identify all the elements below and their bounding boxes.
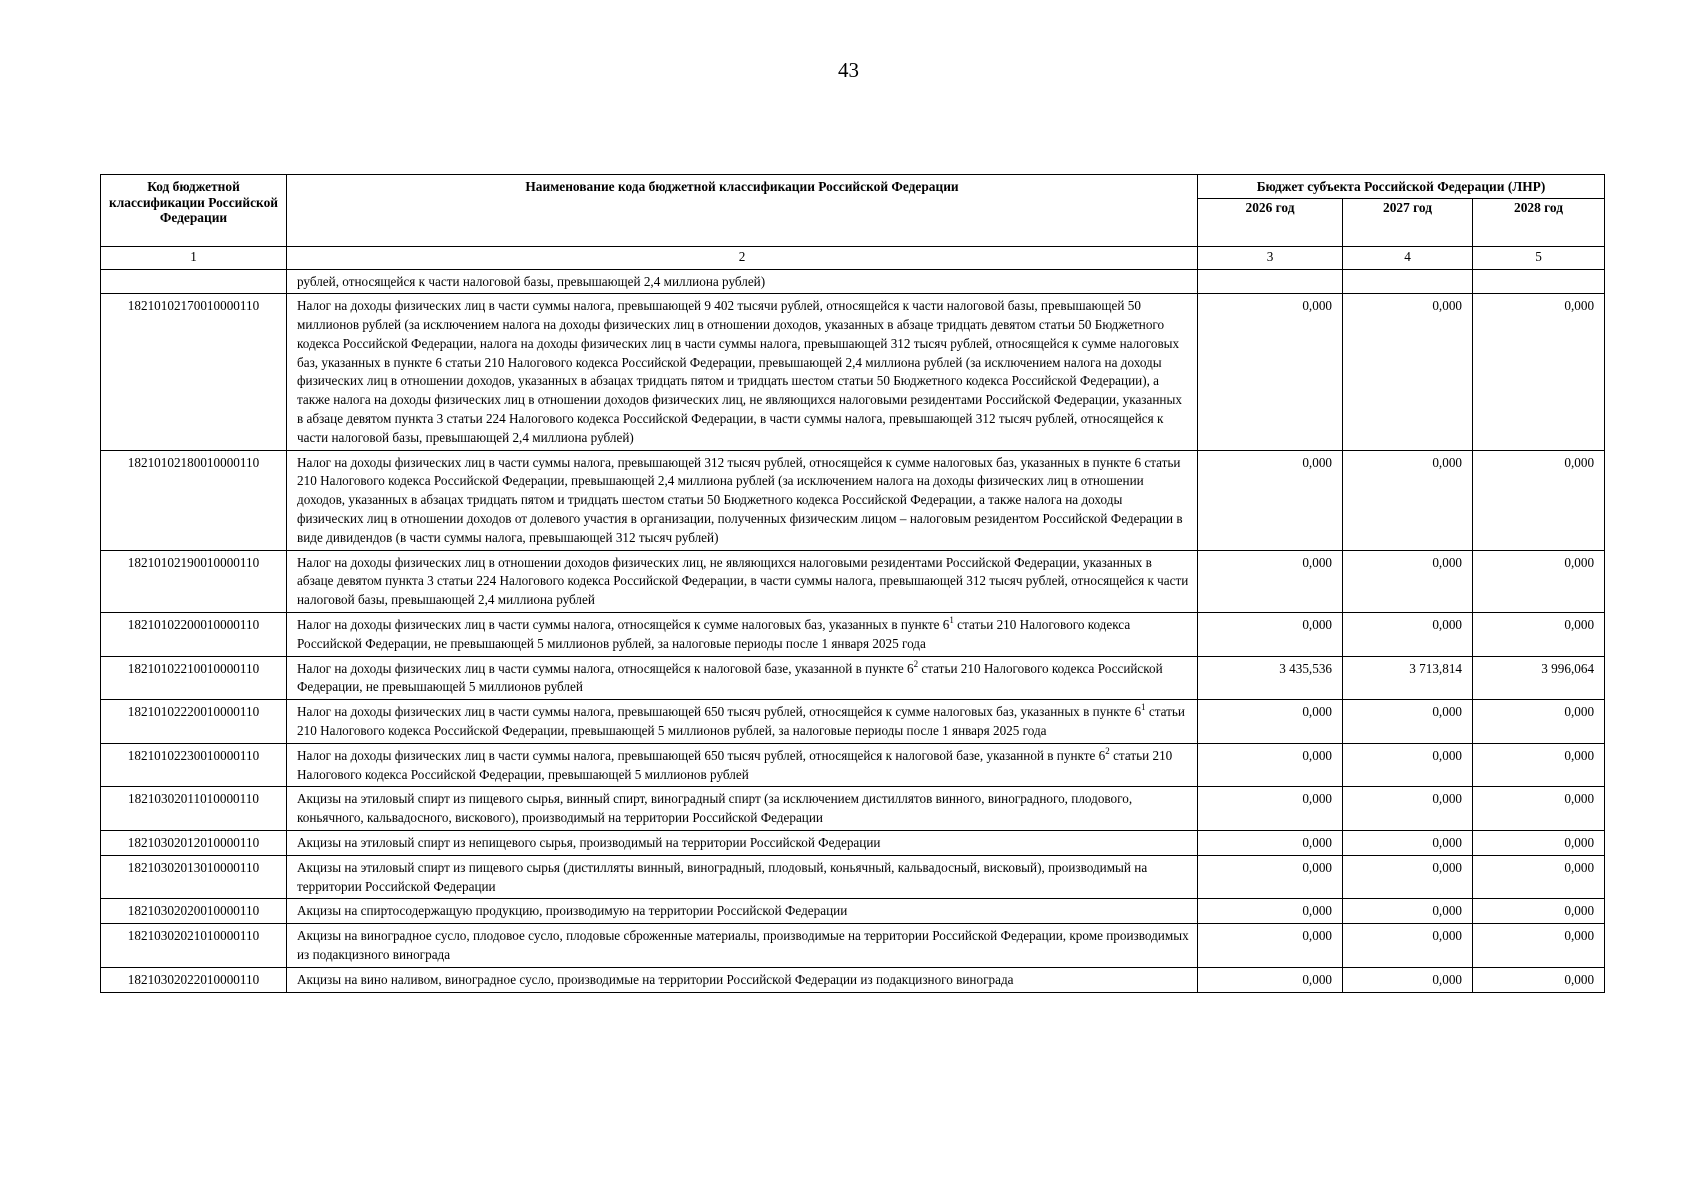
row-value-2026: 0,000	[1198, 855, 1343, 899]
row-value-2028: 0,000	[1473, 613, 1605, 657]
row-code: 18210302020010000110	[101, 899, 287, 924]
row-code: 18210302012010000110	[101, 831, 287, 856]
row-value-2028: 0,000	[1473, 743, 1605, 787]
page-number: 43	[838, 58, 859, 82]
row-name: Акцизы на этиловый спирт из пищевого сырья, винный спирт, виноградный спирт (за исключением дистиллятов винного, виноградного, плодового, коньячного, кальвадосного, вискового), производимый на территории Российской Федерации	[287, 787, 1198, 831]
row-value-2026	[1198, 269, 1343, 294]
row-code: 18210102230010000110	[101, 743, 287, 787]
column-number: 4	[1343, 246, 1473, 269]
superscript: 1	[949, 615, 954, 626]
row-name: Налог на доходы физических лиц в отношении доходов физических лиц, не являющихся налоговыми резидентами Российской Федерации, указанных в абзаце девятом пункта 3 статьи 224 Налогового кодекса Российской Федерации, в части суммы налога, превышающей 312 тысяч рублей, относящейся к части налоговой базы, превышающей 2,4 миллиона рублей	[287, 550, 1198, 612]
column-number: 3	[1198, 246, 1343, 269]
row-value-2028: 0,000	[1473, 967, 1605, 992]
table-row	[101, 269, 1605, 294]
header-budget: Бюджет субъекта Российской Федерации (ЛНР)	[1198, 175, 1605, 199]
budget-table	[100, 174, 1605, 993]
row-name: Акцизы на спиртосодержащую продукцию, производимую на территории Российской Федерации	[287, 899, 1198, 924]
row-value-2027: 0,000	[1343, 855, 1473, 899]
table-row	[101, 450, 1605, 550]
row-value-2026: 0,000	[1198, 743, 1343, 787]
superscript: 1	[1141, 702, 1146, 713]
row-value-2028: 0,000	[1473, 294, 1605, 450]
row-code	[101, 269, 287, 294]
row-value-2027	[1343, 269, 1473, 294]
row-value-2026: 0,000	[1198, 831, 1343, 856]
row-value-2028: 3 996,064	[1473, 656, 1605, 700]
row-name: Акцизы на этиловый спирт из пищевого сырья (дистилляты винный, виноградный, плодовый, коньячный, кальвадосный, висковый), производимый на территории Российской Федерации	[287, 855, 1198, 899]
row-name-text: Налог на доходы физических лиц в части суммы налога, превышающей 650 тысяч рублей, относящейся к сумме налоговых баз, указанных в пункте 6	[297, 704, 1142, 720]
row-code: 18210102170010000110	[101, 294, 287, 450]
row-name	[287, 613, 1198, 657]
row-value-2027: 0,000	[1343, 967, 1473, 992]
row-code: 18210302021010000110	[101, 924, 287, 968]
row-name	[287, 656, 1198, 700]
row-value-2026: 0,000	[1198, 899, 1343, 924]
row-value-2026: 0,000	[1198, 550, 1343, 612]
row-value-2027: 0,000	[1343, 550, 1473, 612]
table-row	[101, 613, 1605, 657]
row-value-2027: 0,000	[1343, 700, 1473, 744]
row-value-2026: 0,000	[1198, 294, 1343, 450]
table-row	[101, 855, 1605, 899]
row-value-2028: 0,000	[1473, 899, 1605, 924]
row-value-2026: 0,000	[1198, 613, 1343, 657]
row-code: 18210302013010000110	[101, 855, 287, 899]
table-row	[101, 787, 1605, 831]
row-name: Налог на доходы физических лиц в части суммы налога, превышающей 312 тысяч рублей, относящейся к сумме налоговых баз, указанных в пункте 6 статьи 210 Налогового кодекса Российской Федерации, превышающей 2,4 миллиона рублей (за исключением налога на доходы физических лиц в отношении доходов, указанных в абзацах тридцать пятом и тридцать шестом статьи 50 Бюджетного кодекса Российской Федерации, а также налога на доходы физических лиц в отношении доходов от долевого участия в организации, полученных физическим лицом – налоговым резидентом Российской Федерации в виде дивидендов (в части суммы налога, превышающей 312 тысяч рублей)	[287, 450, 1198, 550]
row-name: Акцизы на вино наливом, виноградное сусло, производимые на территории Российской Федерации из подакцизного винограда	[287, 967, 1198, 992]
header-year-2026: 2026 год	[1198, 198, 1343, 246]
table-row	[101, 294, 1605, 450]
row-code: 18210102220010000110	[101, 700, 287, 744]
row-value-2026: 0,000	[1198, 700, 1343, 744]
table-row	[101, 831, 1605, 856]
column-number: 1	[101, 246, 287, 269]
row-name: рублей, относящейся к части налоговой базы, превышающей 2,4 миллиона рублей)	[287, 269, 1198, 294]
row-name: Акцизы на этиловый спирт из непищевого сырья, производимый на территории Российской Федерации	[287, 831, 1198, 856]
row-code: 18210102190010000110	[101, 550, 287, 612]
table-row	[101, 924, 1605, 968]
row-code: 18210102210010000110	[101, 656, 287, 700]
row-name-text: статьи 210 Налогового кодекса Российской Федерации, не превышающей 5 миллионов рублей	[297, 660, 1163, 695]
header-year-2027: 2027 год	[1343, 198, 1473, 246]
header-year-2028: 2028 год	[1473, 198, 1605, 246]
row-code: 18210102200010000110	[101, 613, 287, 657]
row-value-2027: 0,000	[1343, 450, 1473, 550]
row-value-2028: 0,000	[1473, 787, 1605, 831]
row-value-2026: 0,000	[1198, 967, 1343, 992]
row-code: 18210102180010000110	[101, 450, 287, 550]
row-value-2027: 0,000	[1343, 899, 1473, 924]
table-row	[101, 550, 1605, 612]
row-value-2026: 3 435,536	[1198, 656, 1343, 700]
table-row	[101, 743, 1605, 787]
row-name: Налог на доходы физических лиц в части суммы налога, превышающей 9 402 тысячи рублей, относящейся к части налоговой базы, превышающей 50 миллионов рублей (за исключением налога на доходы физических лиц в отношении доходов, указанных в абзаце тридцать девятом статьи 50 Бюджетного кодекса Российской Федерации, налога на доходы физических лиц в части суммы налога, превышающей 312 тысяч рублей, относящейся к сумме налоговых баз, указанных в пункте 6 статьи 210 Налогового кодекса Российской Федерации, превышающей 2,4 миллиона рублей (за исключением налога на доходы физических лиц в отношении доходов, указанных в абзацах тридцать пятом и тридцать шестом статьи 50 Бюджетного кодекса Российской Федерации), а также налога на доходы физических лиц в отношении доходов физических лиц, не являющихся налоговыми резидентами Российской Федерации, указанных в абзаце девятом пункта 3 статьи 224 Налогового кодекса Российской Федерации, в части суммы налога, превышающей 312 тысяч рублей, относящейся к части налоговой базы, превышающей 2,4 миллиона рублей)	[287, 294, 1198, 450]
row-name: Акцизы на виноградное сусло, плодовое сусло, плодовые сброженные материалы, производимые на территории Российской Федерации, кроме производимых из подакцизного винограда	[287, 924, 1198, 968]
row-name	[287, 700, 1198, 744]
row-name-text: Налог на доходы физических лиц в части суммы налога, относящейся к сумме налоговых баз, указанных в пункте 6	[297, 617, 950, 633]
row-value-2027: 0,000	[1343, 831, 1473, 856]
row-name-text: статьи 210 Налогового кодекса Российской Федерации, превышающей 5 миллионов рублей, за налоговые периоды после 1 января 2025 года	[297, 704, 1185, 739]
row-value-2028: 0,000	[1473, 450, 1605, 550]
superscript: 2	[1105, 745, 1110, 756]
superscript: 2	[913, 658, 919, 669]
row-code: 18210302022010000110	[101, 967, 287, 992]
row-value-2028	[1473, 269, 1605, 294]
row-name	[287, 743, 1198, 787]
table-body	[101, 269, 1605, 992]
row-value-2027: 3 713,814	[1343, 656, 1473, 700]
row-name-text: статьи 210 Налогового кодекса Российской Федерации, не превышающей 5 миллионов рублей, за налоговые периоды после 1 января 2025 года	[297, 617, 1131, 651]
row-value-2027: 0,000	[1343, 613, 1473, 657]
row-value-2027: 0,000	[1343, 924, 1473, 968]
table-header	[101, 175, 1605, 270]
row-name-text: Налог на доходы физических лиц в части суммы налога, превышающей 650 тысяч рублей, относящейся к налоговой базе, указанной в пункте 6	[297, 747, 1106, 763]
header-name: Наименование кода бюджетной классификации Российской Федерации	[287, 175, 1198, 247]
column-numbers-row	[101, 246, 1605, 269]
row-name-text: статьи 210 Налогового кодекса Российской Федерации, превышающей 5 миллионов рублей	[297, 747, 1173, 782]
table-row	[101, 967, 1605, 992]
row-value-2026: 0,000	[1198, 450, 1343, 550]
table-row	[101, 899, 1605, 924]
row-value-2028: 0,000	[1473, 831, 1605, 856]
row-value-2028: 0,000	[1473, 855, 1605, 899]
header-code: Код бюджетной классификации Российской Федерации	[101, 175, 287, 247]
row-value-2028: 0,000	[1473, 700, 1605, 744]
row-value-2027: 0,000	[1343, 787, 1473, 831]
column-number: 2	[287, 246, 1198, 269]
row-code: 18210302011010000110	[101, 787, 287, 831]
row-value-2028: 0,000	[1473, 550, 1605, 612]
row-value-2026: 0,000	[1198, 787, 1343, 831]
row-value-2026: 0,000	[1198, 924, 1343, 968]
column-number: 5	[1473, 246, 1605, 269]
row-value-2028: 0,000	[1473, 924, 1605, 968]
row-value-2027: 0,000	[1343, 294, 1473, 450]
table-row	[101, 700, 1605, 744]
table-row	[101, 656, 1605, 700]
row-name-text: Налог на доходы физических лиц в части суммы налога, относящейся к налоговой базе, указанной в пункте 6	[297, 660, 914, 676]
row-value-2027: 0,000	[1343, 743, 1473, 787]
